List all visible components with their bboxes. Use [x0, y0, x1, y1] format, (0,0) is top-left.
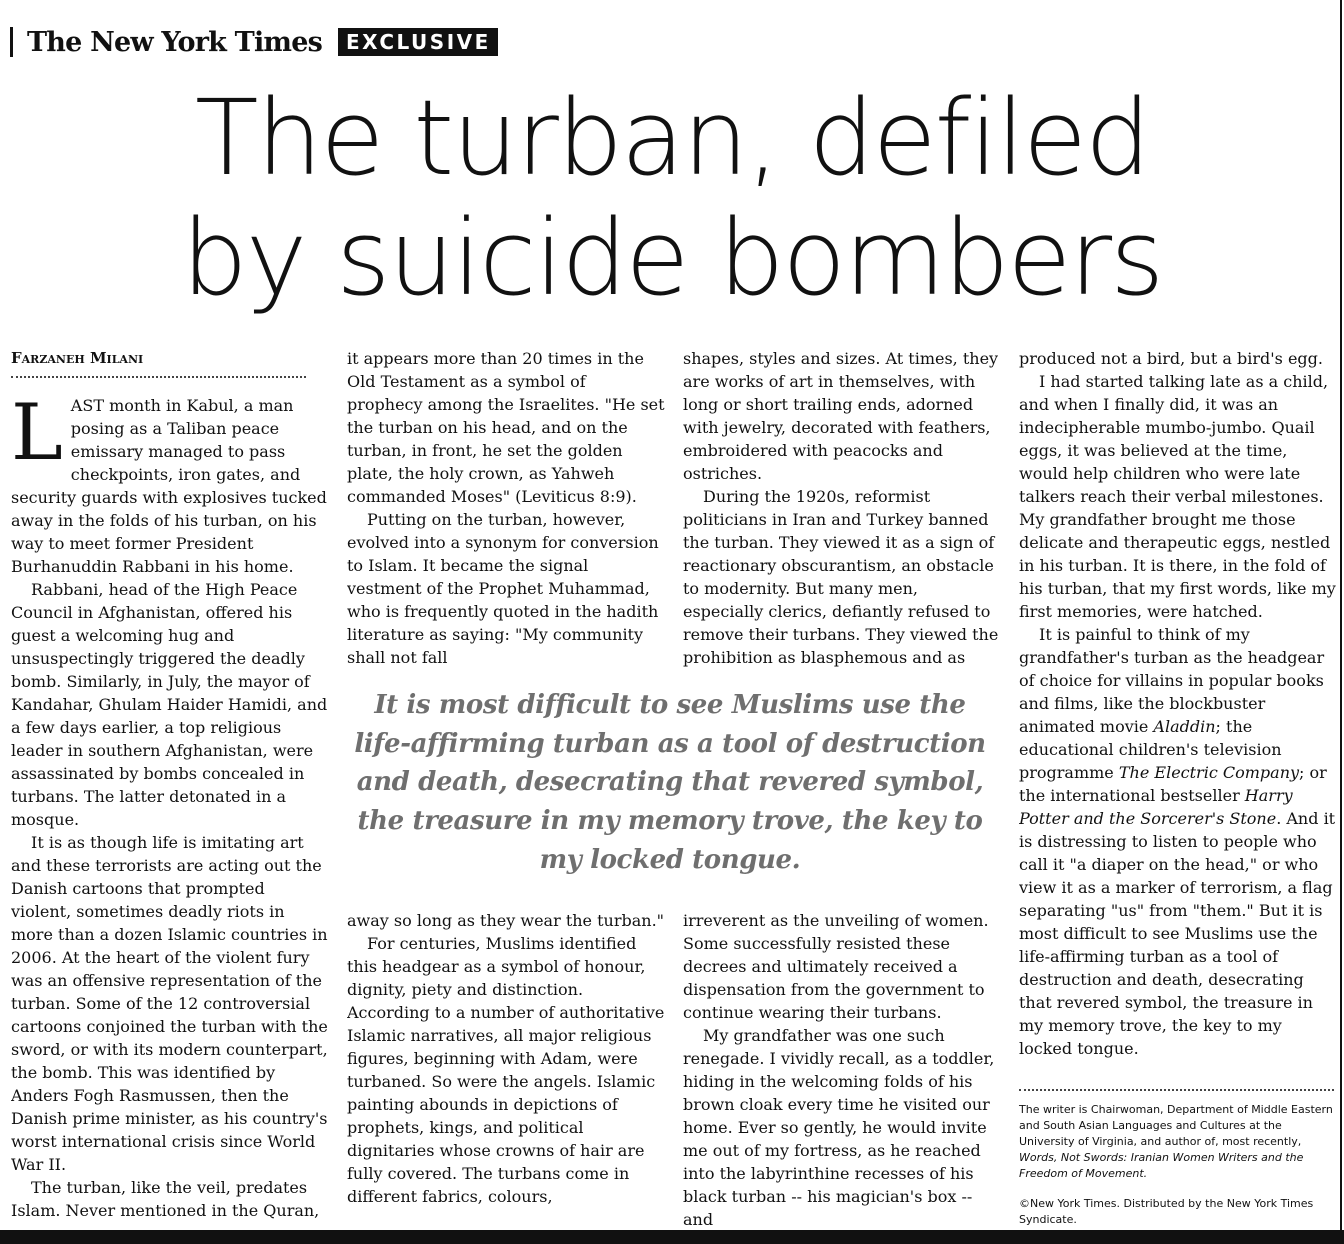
- byline-rule: [11, 376, 306, 378]
- paragraph: During the 1920s, reformist politicians in Iran and Turkey banned the turban. They viewed it as a sign of reactionary obscurantism, an obstacle to modernity. But many men, especially clerics, defiantly refused to remove their turbans. They viewed the prohibition as blasphemous and as: [683, 487, 999, 667]
- title-electric-company: The Electric Company: [1118, 763, 1300, 782]
- exclusive-tag: EXCLUSIVE: [338, 28, 498, 56]
- paragraph: It is as though life is imitating art and these terrorists are acting out the Danish cartoons that prompted violent, sometimes deadly riots in more than a dozen Islamic countries in 2006. At the heart of the violent fury was an offensive representation of the turban. Some of the 12 controversial cartoons conjoined the turban with the sword, or with its modern counterpart, the bomb. This was identified by Anders Fogh Rasmussen, then the Danish prime minister, as his country's worst international crisis since World War II.: [11, 833, 328, 1174]
- bio-text: The writer is Chairwoman, Department of Middle Eastern and South Asian Languages and Cultures at the University of Virginia, and author of, most recently,: [1019, 1103, 1333, 1148]
- copyright-notice: ©New York Times. Distributed by the New York Times Syndicate.: [1019, 1197, 1314, 1226]
- text-run: ; or the international bestseller: [1019, 763, 1327, 805]
- masthead-bar: [10, 27, 13, 57]
- column-2-top: [347, 347, 665, 673]
- headline-line-2: by suicide bombers: [181, 197, 1163, 319]
- paragraph: The turban, like the veil, predates Islam. Never mentioned in the Quran,: [11, 1178, 320, 1220]
- column-2-bottom: [347, 909, 665, 1230]
- headline-line-1: The turban, defiled: [194, 77, 1150, 199]
- text-run: ; the educational children's television programme: [1019, 717, 1282, 782]
- paragraph: it appears more than 20 times in the Old Testament as a symbol of prophecy among the Israelites. "He set the turban on his head, and on the turban, in front, he set the golden plate, the holy crown, as Yahweh commanded Moses" (Leviticus 8:9).: [347, 349, 665, 506]
- paragraph: away so long as they wear the turban.": [347, 911, 665, 930]
- footnote-rule: [1019, 1089, 1334, 1091]
- author-footnote: [1019, 1102, 1334, 1228]
- paragraph: Rabbani, head of the High Peace Council in Afghanistan, offered his guest a welcoming hug and unsuspectingly triggered the deadly bomb. Similarly, in July, the mayor of Kandahar, Ghulam Haider Hamidi, and a few days earlier, a top religious leader in southern Afghanistan, were assassinated by bombs concealed in turbans. The latter detonated in a mosque.: [11, 580, 328, 829]
- text-run: It is painful to think of my grandfather's turban as the headgear of choice for villains in popular books and films, like the blockbuster animated movie: [1019, 625, 1325, 736]
- paragraph: For centuries, Muslims identified this headgear as a symbol of honour, dignity, piety and distinction. According to a number of authoritative Islamic narratives, all major religious figures, beginning with Adam, were turbaned. So were the angels. Islamic painting abounds in depictions of prophets, kings, and political dignitaries whose crowns of hair are fully covered. The turbans come in different fabrics, colours,: [347, 934, 665, 1206]
- paragraph: I had started talking late as a child, and when I finally did, it was an indecipherable mumbo-jumbo. Quail eggs, it was believed at the time, would help children who were late talkers reach their verbal milestones. My grandfather brought me those delicate and therapeutic eggs, nestled in his turban. It is there, in the fold of his turban, that my first words, like my first memories, were hatched.: [1019, 372, 1336, 621]
- masthead: [10, 26, 498, 58]
- title-harry-potter: Harry Potter and the Sorcerer's Stone: [1019, 786, 1293, 828]
- book-title: Words, Not Swords: Iranian Women Writers and the Freedom of Movement.: [1019, 1151, 1304, 1180]
- headline: [0, 78, 1344, 318]
- paragraph: produced not a bird, but a bird's egg.: [1019, 349, 1323, 368]
- paragraph: Putting on the turban, however, evolved into a synonym for conversion to Islam. It became the signal vestment of the Prophet Muhammad, who is frequently quoted in the hadith literature as saying: "My community shall not fall: [347, 510, 659, 667]
- bottom-bar: [0, 1230, 1344, 1244]
- paragraph: irreverent as the unveiling of women. Some successfully resisted these decrees and ultimately received a dispensation from the government to continue wearing their turbans.: [683, 911, 989, 1022]
- author-bio: [1019, 1102, 1334, 1182]
- text-run: . And it is distressing to listen to people who call it "a diaper on the head," or who view it as a marker of terrorism, a flag separating "us" from "them." But it is most difficult to see Muslims use the life-affirming turban as a tool of destruction and death, desecrating that revered symbol, the treasure in my memory trove, the key to my locked tongue.: [1019, 809, 1336, 1058]
- byline: Farzaneh Milani: [11, 349, 144, 367]
- drop-cap: L: [11, 394, 63, 478]
- pull-quote: It is most difficult to see Muslims use the life-affirming turban as a tool of destruction and death, desecrating that revered symbol, the treasure in my memory trove, the key to my locked tongue.: [354, 690, 986, 875]
- column-1: [11, 394, 329, 1230]
- column-3-top: [683, 347, 1001, 673]
- paragraph: [11, 394, 329, 578]
- paragraph: My grandfather was one such renegade. I vividly recall, as a toddler, hiding in the welcoming folds of his brown cloak every time he visited our home. Ever so gently, he would invite me out of my fortress, as he reached into the labyrinthine recesses of his black turban -- his magician's box -- and: [683, 1026, 995, 1229]
- column-3-bottom: [683, 909, 1001, 1230]
- paragraph: shapes, styles and sizes. At times, they are works of art in themselves, with long or short trailing ends, adorned with jewelry, decorated with feathers, embroidered with peacocks and ostriches.: [683, 349, 999, 483]
- nyt-logo: The New York Times: [27, 26, 322, 58]
- title-aladdin: Aladdin: [1153, 717, 1216, 736]
- paragraph-text: AST month in Kabul, a man posing as a Taliban peace emissary managed to pass checkpoints, iron gates, and security guards with explosives tucked away in the folds of his turban, on his way to meet former President Burhanuddin Rabbani in his home.: [11, 396, 327, 576]
- paragraph: [1019, 623, 1337, 1060]
- column-4: [1019, 347, 1337, 1085]
